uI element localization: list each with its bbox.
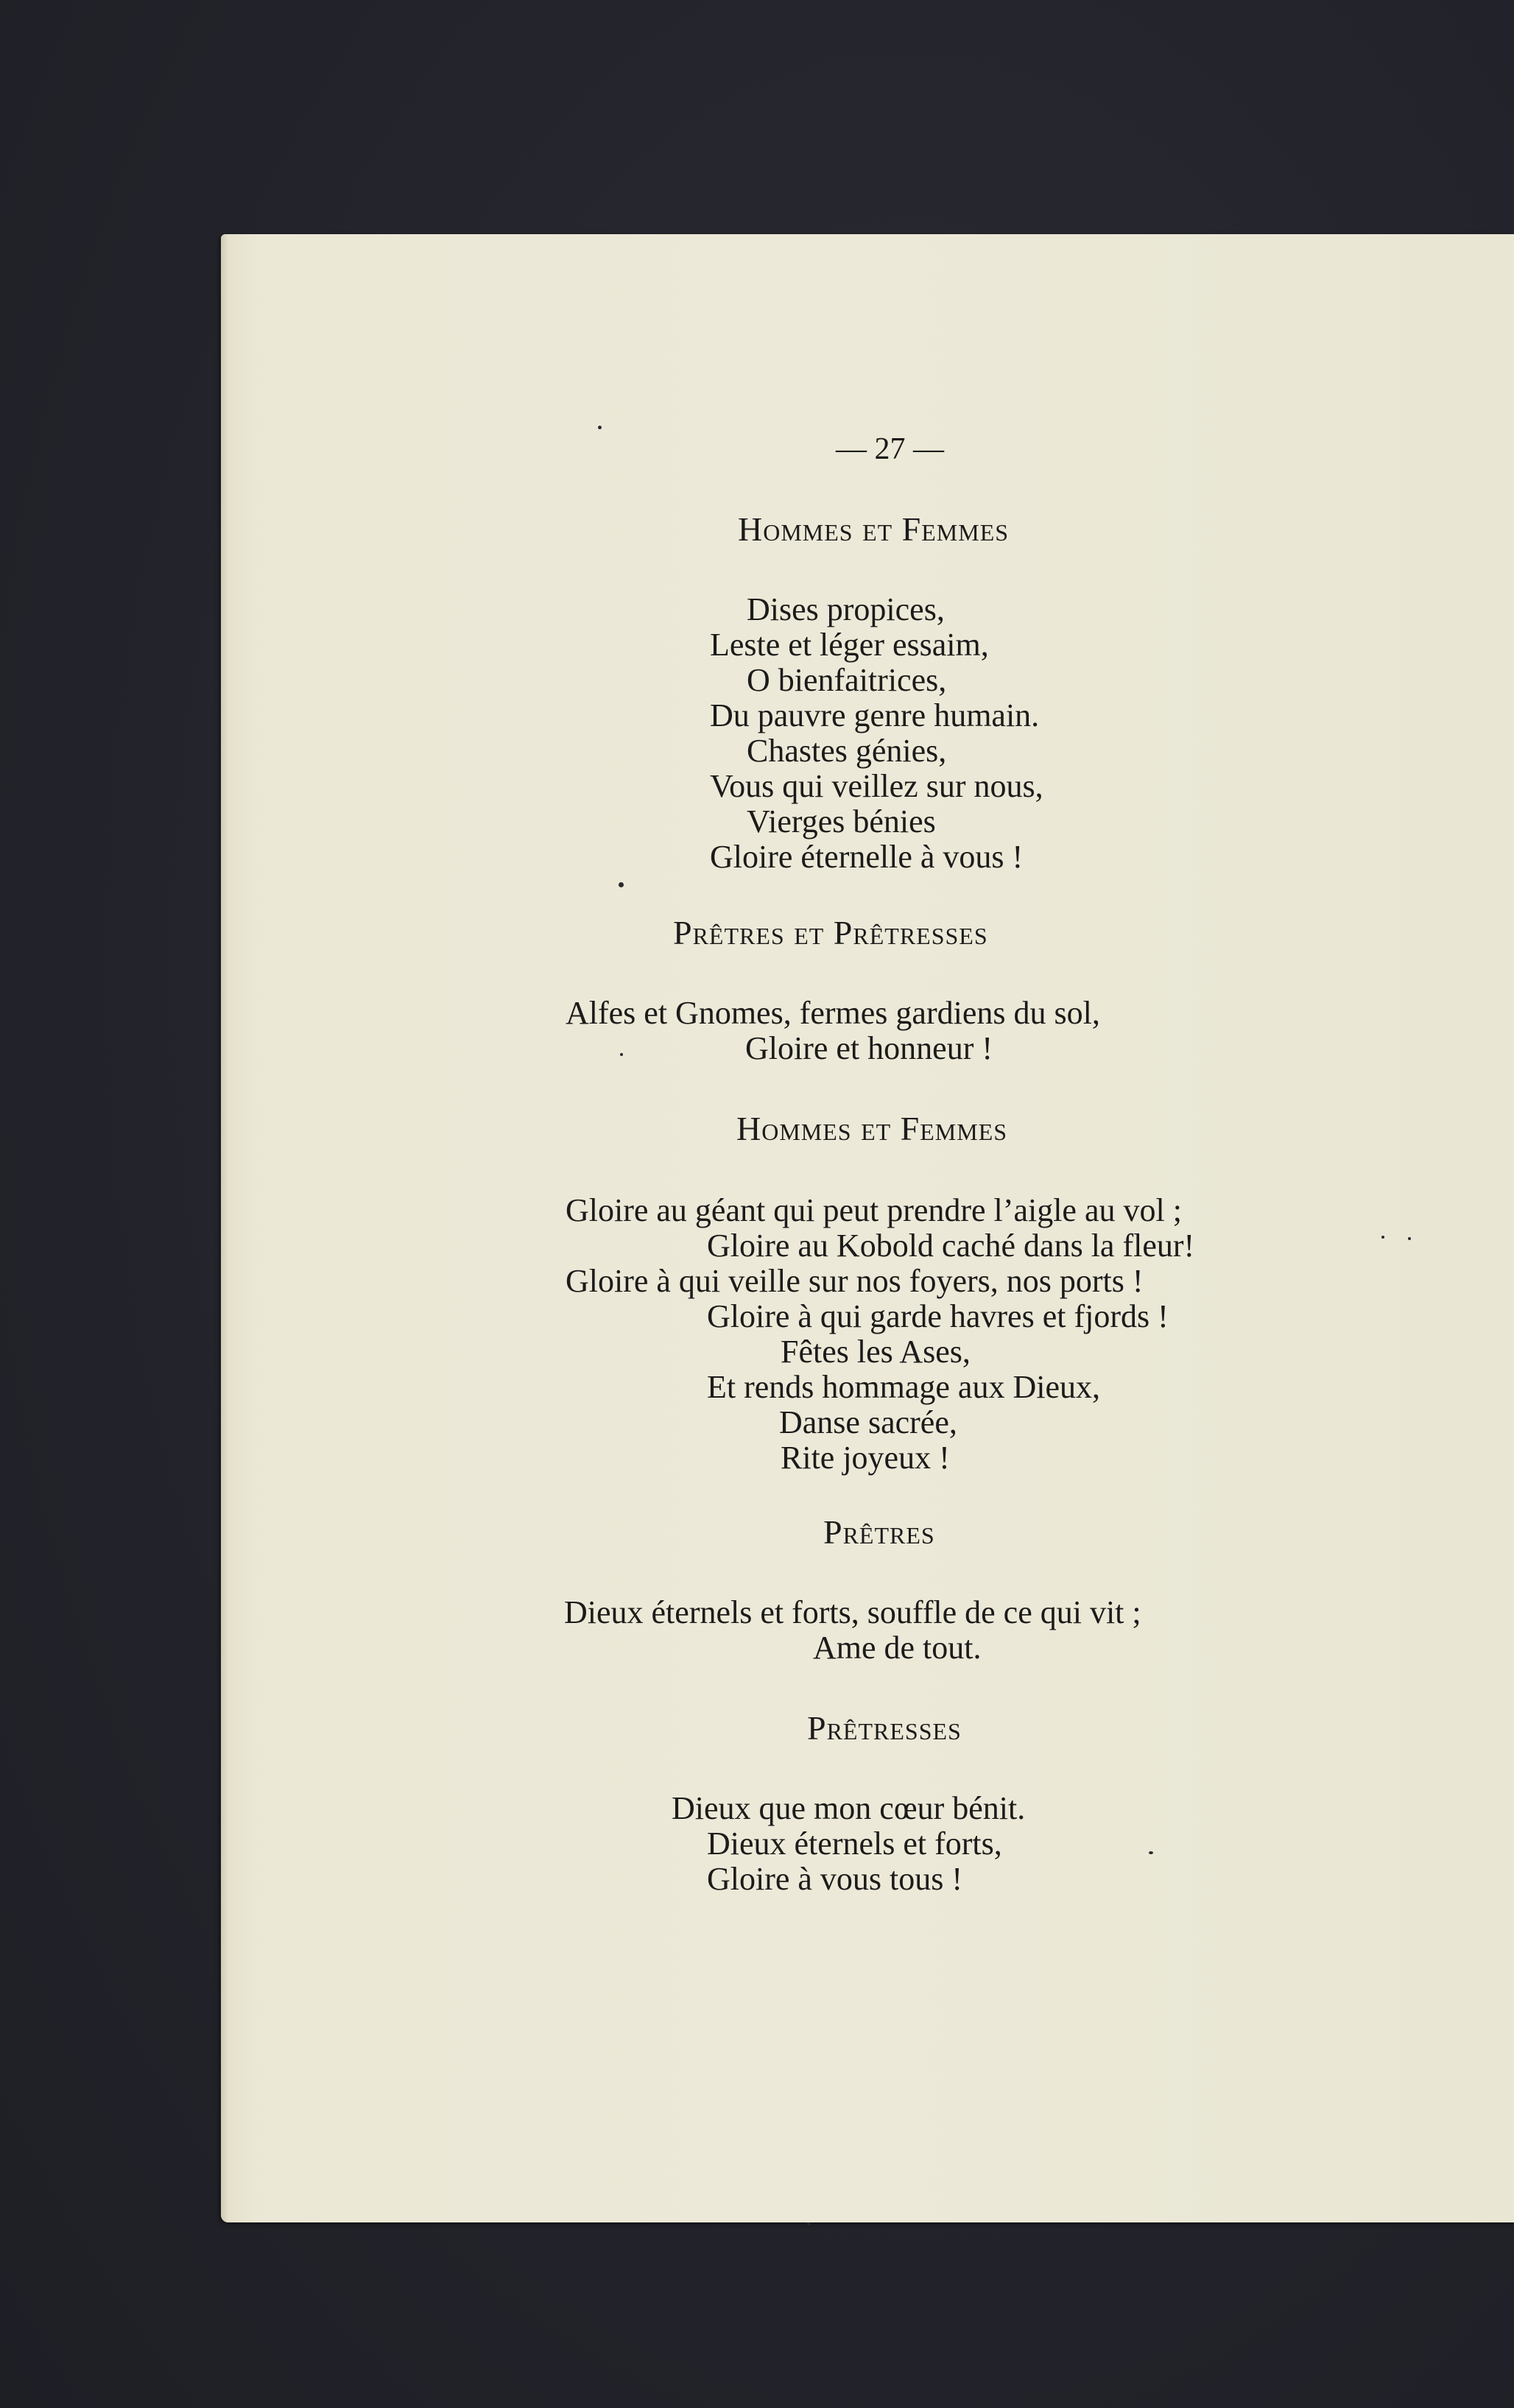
verse-line: O bienfaitrices, xyxy=(747,662,947,698)
paper-speck xyxy=(1149,1851,1153,1854)
paper-speck xyxy=(620,1053,623,1056)
book-page xyxy=(221,234,1514,2222)
verse-line: Alfes et Gnomes, fermes gardiens du sol, xyxy=(566,995,1100,1031)
paper-speck xyxy=(598,426,602,429)
verse-line: Vierges bénies xyxy=(747,803,936,839)
section-heading: Prêtresses xyxy=(807,1709,962,1747)
verse-line: Dises propices, xyxy=(747,591,945,627)
section-heading: Hommes et Femmes xyxy=(736,1110,1008,1147)
section-heading: Prêtres et Prêtresses xyxy=(673,914,988,951)
verse-line: Du pauvre genre humain. xyxy=(710,697,1040,733)
section-heading: Hommes et Femmes xyxy=(738,510,1010,548)
verse-line: Et rends hommage aux Dieux, xyxy=(707,1369,1100,1405)
verse-line: Gloire à qui veille sur nos foyers, nos ports ! xyxy=(566,1263,1144,1299)
verse-line: Dieux éternels et forts, souffle de ce qui vit ; xyxy=(564,1594,1141,1630)
verse-line: Chastes génies, xyxy=(747,733,947,769)
section-heading: Prêtres xyxy=(823,1513,935,1551)
verse-line: Gloire et honneur ! xyxy=(745,1030,993,1066)
verse-line: Dieux que mon cœur bénit. xyxy=(672,1790,1026,1826)
paper-speck xyxy=(807,2222,810,2225)
verse-line: Gloire à qui garde havres et fjords ! xyxy=(707,1298,1169,1334)
verse-line: Rite joyeux ! xyxy=(781,1440,950,1476)
paper-speck xyxy=(619,882,624,887)
verse-line: Gloire éternelle à vous ! xyxy=(710,839,1024,875)
verse-line: Ame de tout. xyxy=(813,1630,982,1666)
paper-speck xyxy=(1408,1237,1411,1240)
verse-line: Gloire au géant qui peut prendre l’aigle au vol ; xyxy=(566,1192,1182,1228)
page-number: — 27 — xyxy=(836,432,944,466)
paper-speck xyxy=(1381,1236,1384,1239)
verse-line: Gloire à vous tous ! xyxy=(707,1861,963,1897)
verse-line: Vous qui veillez sur nous, xyxy=(710,768,1043,804)
verse-line: Fêtes les Ases, xyxy=(781,1334,971,1370)
verse-line: Leste et léger essaim, xyxy=(710,627,989,663)
verse-line: Dieux éternels et forts, xyxy=(707,1826,1002,1862)
verse-line: Gloire au Kobold caché dans la fleur! xyxy=(707,1228,1195,1264)
page-edge xyxy=(221,234,228,2222)
verse-line: Danse sacrée, xyxy=(779,1404,957,1440)
